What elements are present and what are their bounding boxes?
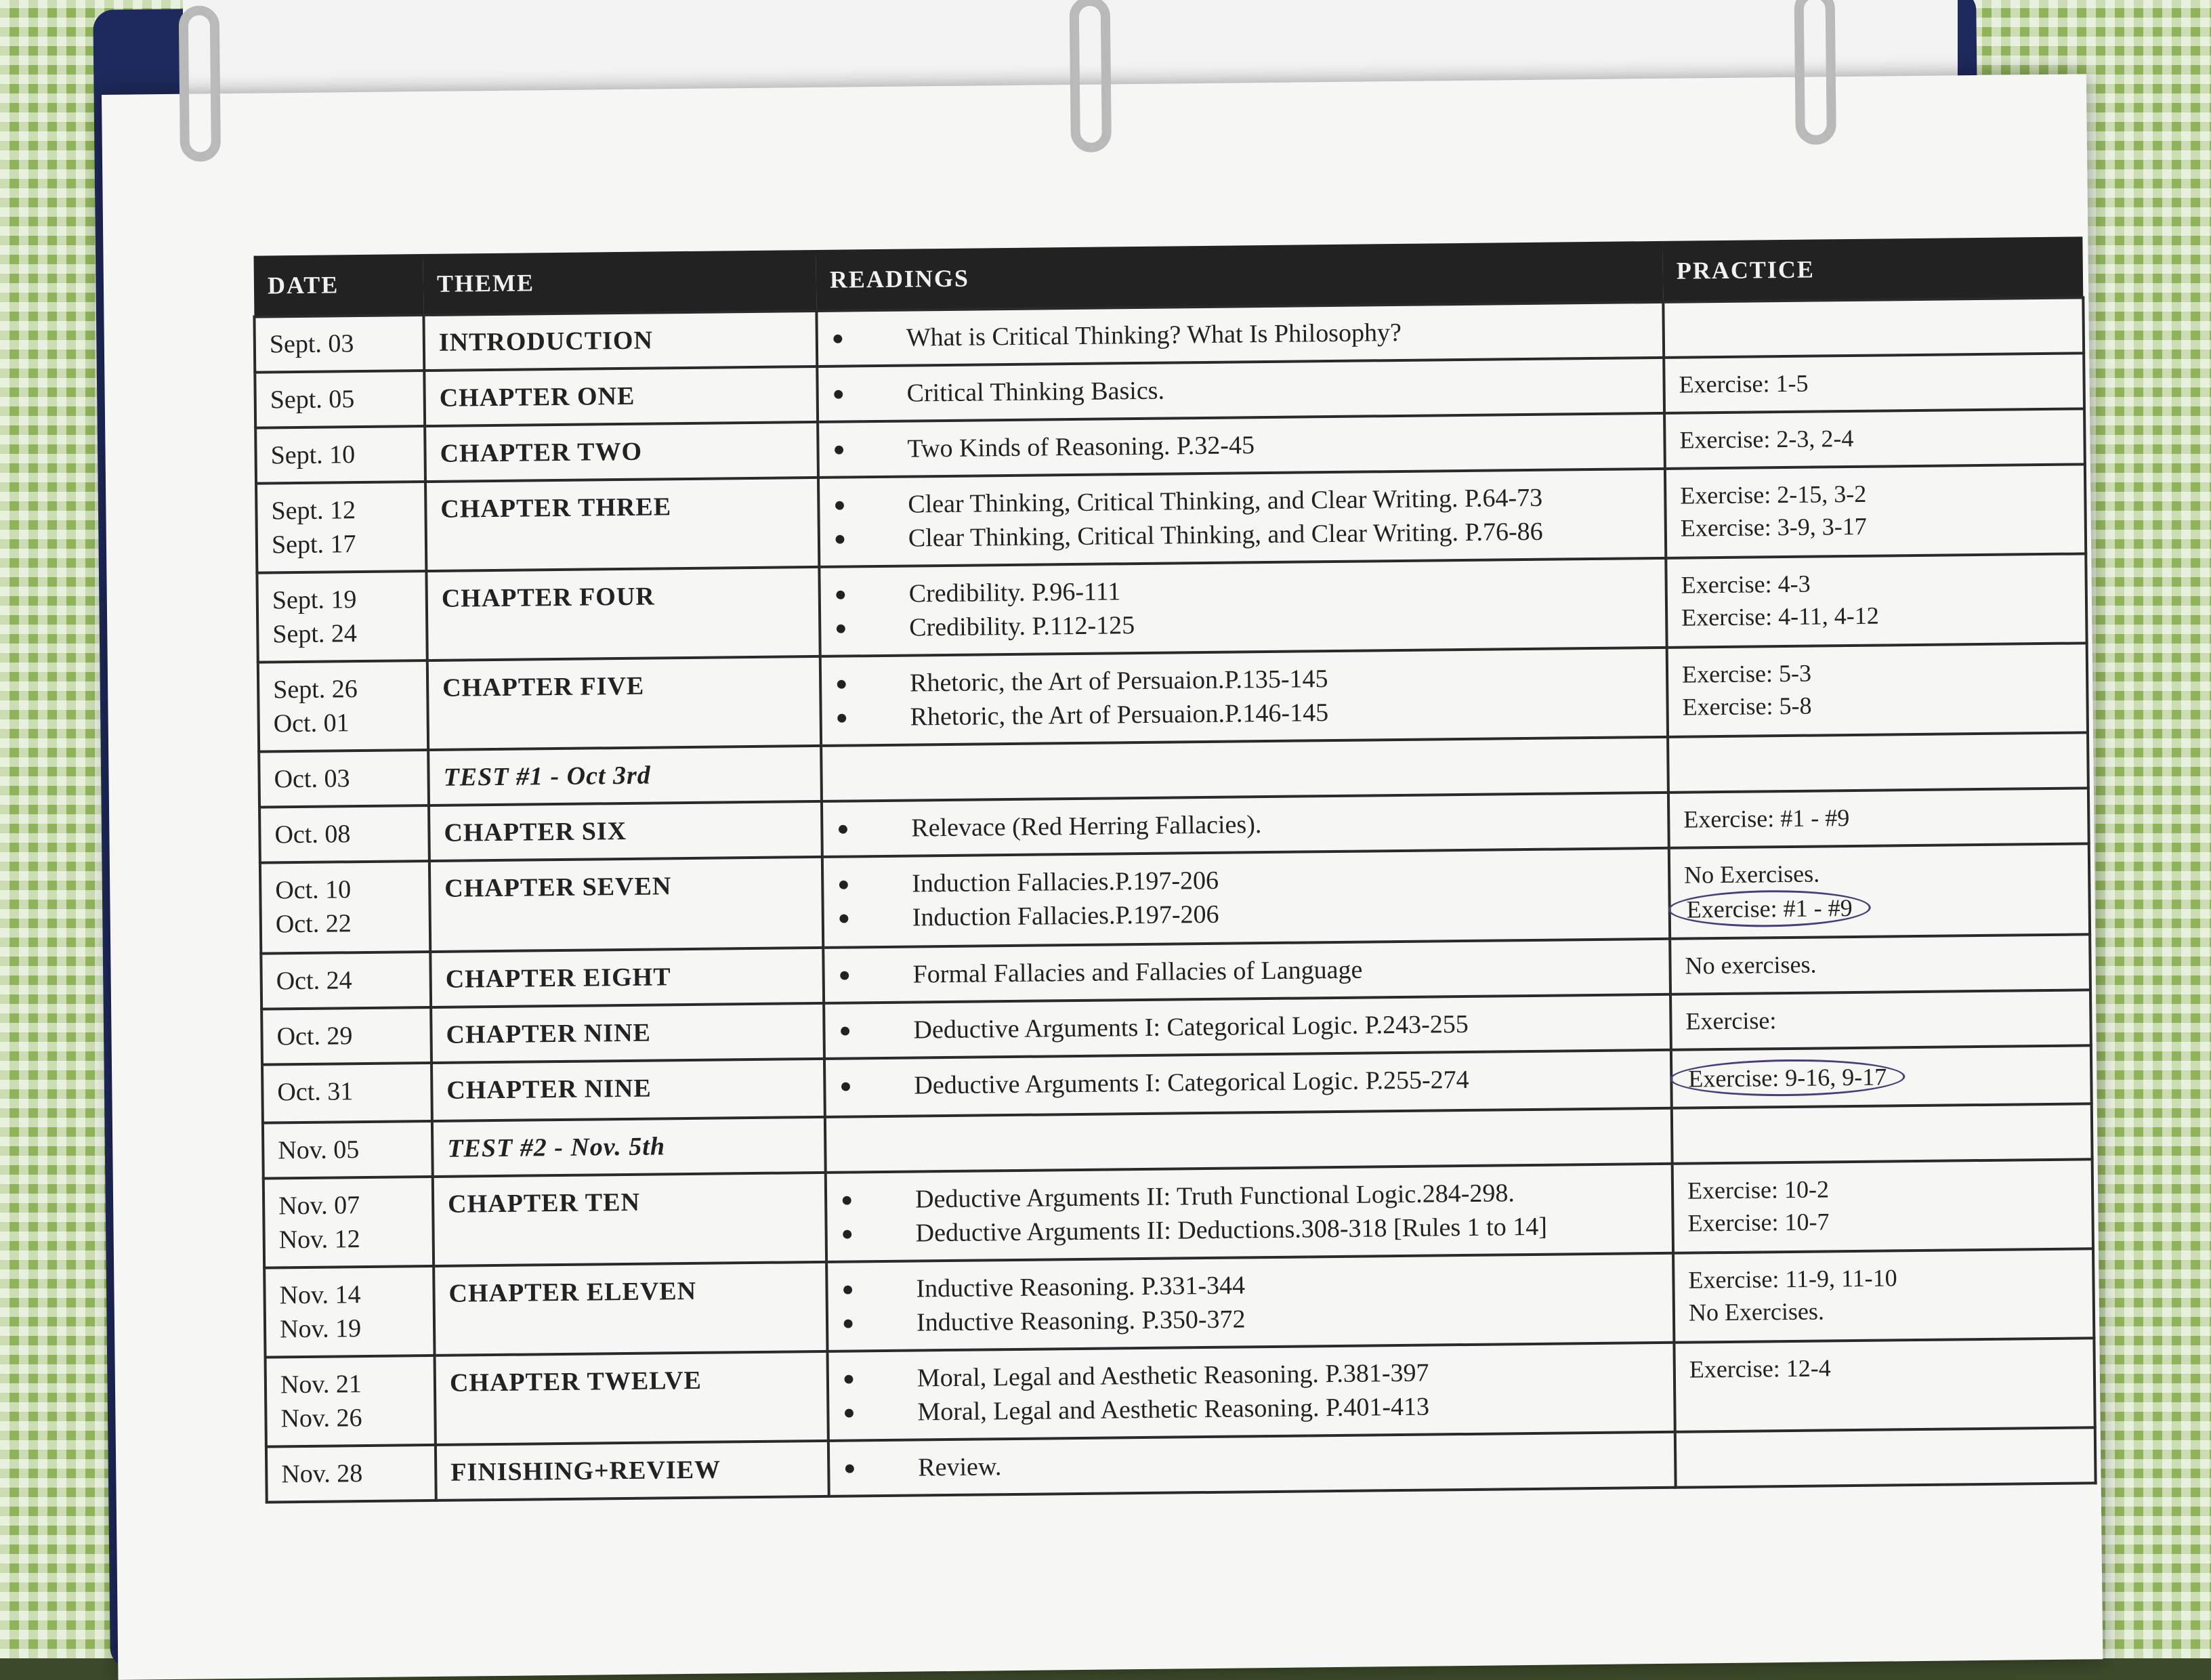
date-text: Sept. 24 <box>272 619 358 649</box>
date-cell <box>264 1177 434 1268</box>
readings-cell <box>821 737 1668 801</box>
reading-text: Formal Fallacies and Fallacies of Language <box>912 955 1363 989</box>
theme-cell: CHAPTER FIVE <box>427 656 821 750</box>
theme-cell: CHAPTER NINE <box>431 1059 825 1121</box>
bullet-icon: ● <box>839 1074 852 1097</box>
date-text: Nov. 21 <box>280 1370 362 1400</box>
readings-cell <box>820 648 1668 746</box>
date-text: Sept. 05 <box>270 385 355 415</box>
practice-text <box>1684 887 2075 928</box>
bullet-icon: ● <box>833 527 847 550</box>
practice-text <box>1682 654 2072 691</box>
bullet-icon: ● <box>840 1188 854 1211</box>
date-text: Sept. 10 <box>270 440 356 470</box>
readings-cell <box>818 469 1666 567</box>
practice-cell <box>1666 553 2086 647</box>
reading-text: Moral, Legal and Aesthetic Reasoning. P.381-397 <box>917 1358 1429 1393</box>
readings-cell <box>825 1108 1672 1173</box>
date-cell <box>261 1007 431 1065</box>
practice-cell <box>1667 643 2088 736</box>
theme-cell: CHAPTER FOUR <box>426 567 820 660</box>
date-cell <box>255 371 425 428</box>
date-cell <box>259 750 429 807</box>
bullet-icon: ● <box>843 1456 856 1479</box>
reading-text: Critical Thinking Basics. <box>906 376 1165 408</box>
readings-cell <box>824 994 1671 1059</box>
practice-cell <box>1663 297 2084 357</box>
practice-cell <box>1672 1104 2092 1163</box>
reading-text: Moral, Legal and Aesthetic Reasoning. P.401-413 <box>917 1392 1430 1427</box>
practice-text <box>1685 946 2075 982</box>
binder-ring-icon <box>1070 0 1112 152</box>
reading-item <box>832 313 1649 356</box>
practice-cell <box>1669 843 2090 938</box>
bullet-icon: ● <box>837 906 851 929</box>
reading-text: What is Critical Thinking? What Is Philosophy? <box>906 318 1402 352</box>
date-text: Oct. 10 <box>275 875 352 905</box>
bullet-icon: ● <box>834 583 847 606</box>
reading-text: Deductive Arguments II: Truth Functional Logic.284-298. <box>914 1179 1515 1214</box>
practice-cell <box>1668 788 2089 847</box>
readings-cell <box>827 1343 1675 1441</box>
bullet-icon: ● <box>837 817 849 840</box>
practice-text <box>1681 565 2071 602</box>
practice-value: Exercise: 5-8 <box>1682 692 1812 721</box>
theme-cell: CHAPTER EIGHT <box>430 948 824 1007</box>
schedule-table <box>253 236 2097 1503</box>
date-text: Oct. 01 <box>273 709 350 738</box>
reading-text: Clear Thinking, Critical Thinking, and Clear Writing. P.76-86 <box>908 517 1543 553</box>
practice-value: Exercise: 2-15, 3-2 <box>1680 480 1867 509</box>
bullet-icon: ● <box>841 1222 854 1245</box>
practice-value: Exercise: 4-11, 4-12 <box>1681 602 1879 631</box>
readings-cell <box>823 939 1670 1003</box>
date-text: Sept. 19 <box>272 585 357 615</box>
practice-value: Exercise: 4-3 <box>1681 570 1811 599</box>
practice-value: Exercise: #1 - #9 <box>1668 889 1870 928</box>
date-cell <box>264 1266 434 1358</box>
practice-value: Exercise: 9-16, 9-17 <box>1670 1058 1905 1097</box>
bullet-icon: ● <box>833 438 845 461</box>
reading-text: Clear Thinking, Critical Thinking, and Clear Writing. P.64-73 <box>908 483 1543 519</box>
theme-cell: CHAPTER TEN <box>433 1173 826 1266</box>
reading-item <box>838 950 1655 992</box>
theme-cell: CHAPTER SIX <box>429 801 822 861</box>
practice-cell <box>1670 990 2091 1049</box>
date-text: Sept. 26 <box>272 675 358 705</box>
binder-ring-icon <box>1794 0 1836 145</box>
reading-text: Inductive Reasoning. P.350-372 <box>916 1305 1246 1337</box>
date-text: Oct. 08 <box>274 820 351 849</box>
date-cell <box>258 660 428 752</box>
practice-cell <box>1675 1427 2096 1487</box>
bullet-icon: ● <box>832 382 845 405</box>
date-text: Nov. 07 <box>278 1191 360 1221</box>
binder-ring-icon <box>179 5 221 162</box>
date-cell <box>266 1445 436 1503</box>
readings-cell <box>816 302 1664 366</box>
practice-cell <box>1673 1248 2094 1342</box>
syllabus-page <box>102 74 2103 1680</box>
readings-cell <box>818 413 1665 478</box>
practice-value: Exercise: 3-9, 3-17 <box>1680 512 1867 542</box>
practice-cell <box>1670 934 2090 994</box>
date-text: Sept. 12 <box>271 496 356 526</box>
readings-cell <box>822 848 1670 948</box>
date-text: Sept. 17 <box>271 530 356 560</box>
reading-item <box>832 369 1649 411</box>
theme-cell: CHAPTER TWO <box>425 422 818 482</box>
practice-value: No Exercises. <box>1683 860 1820 889</box>
practice-text <box>1679 420 2069 457</box>
practice-value: No Exercises. <box>1688 1297 1825 1326</box>
theme-cell: CHAPTER ONE <box>424 366 818 426</box>
date-cell <box>261 952 431 1009</box>
practice-value: Exercise: 11-9, 11-10 <box>1688 1264 1897 1294</box>
date-text: Oct. 03 <box>274 764 350 794</box>
theme-cell: INTRODUCTION <box>423 311 817 371</box>
bullet-icon: ● <box>835 672 848 695</box>
practice-value: Exercise: 2-3, 2-4 <box>1679 424 1854 454</box>
reading-text: Rhetoric, the Art of Persuaion.P.135-145 <box>909 665 1328 698</box>
theme-cell: CHAPTER NINE <box>431 1003 824 1063</box>
theme-cell: CHAPTER TWELVE <box>435 1351 828 1445</box>
reading-item <box>843 1443 1660 1486</box>
bullet-icon: ● <box>833 493 846 516</box>
theme-cell: FINISHING+REVIEW <box>436 1441 829 1500</box>
practice-text <box>1689 1349 2080 1386</box>
practice-cell <box>1664 353 2084 413</box>
reading-text: Deductive Arguments I: Categorical Logic. P.243-255 <box>913 1009 1469 1045</box>
readings-cell <box>826 1253 1674 1351</box>
date-text: Nov. 12 <box>278 1225 360 1255</box>
date-text: Nov. 28 <box>281 1459 363 1489</box>
practice-cell <box>1665 464 2086 558</box>
reading-text: Credibility. P.96-111 <box>908 577 1121 608</box>
practice-text <box>1679 364 2069 401</box>
date-text: Nov. 14 <box>279 1280 361 1310</box>
theme-cell: CHAPTER ELEVEN <box>434 1262 827 1356</box>
readings-cell <box>828 1432 1676 1496</box>
theme-cell: TEST #2 - Nov. 5th <box>432 1117 826 1177</box>
date-cell <box>259 805 429 863</box>
date-text: Sept. 03 <box>269 329 354 359</box>
practice-text <box>1687 1203 2078 1240</box>
practice-value: Exercise: 1-5 <box>1679 369 1809 398</box>
practice-value: Exercise: 5-3 <box>1681 659 1812 688</box>
date-text: Oct. 22 <box>275 909 352 939</box>
practice-text <box>1681 597 2071 634</box>
practice-text <box>1682 687 2072 723</box>
bullet-icon: ● <box>835 706 848 729</box>
reading-text: Inductive Reasoning. P.331-344 <box>916 1271 1246 1303</box>
reading-item <box>833 424 1649 467</box>
practice-value: Exercise: 12-4 <box>1689 1354 1831 1383</box>
practice-cell <box>1668 732 2088 792</box>
reading-text: Induction Fallacies.P.197-206 <box>912 866 1219 898</box>
readings-cell <box>819 558 1666 656</box>
reading-text: Induction Fallacies.P.197-206 <box>912 900 1219 932</box>
date-text: Nov. 05 <box>278 1135 360 1165</box>
readings-cell <box>822 793 1669 857</box>
bullet-icon: ● <box>841 1311 855 1335</box>
reading-text: Review. <box>918 1452 1002 1482</box>
reading-item <box>839 1005 1656 1048</box>
reading-item <box>839 1061 1656 1104</box>
date-cell <box>263 1121 433 1179</box>
practice-value: Exercise: #1 - #9 <box>1683 804 1850 833</box>
date-cell <box>260 861 430 954</box>
bullet-icon: ● <box>838 963 851 986</box>
practice-value: No exercises. <box>1685 950 1817 980</box>
bullet-icon: ● <box>835 616 847 639</box>
practice-text <box>1680 476 2070 512</box>
theme-cell: TEST #1 - Oct 3rd <box>428 746 822 805</box>
date-text: Oct. 24 <box>276 966 352 996</box>
practice-text <box>1683 799 2073 836</box>
reading-item <box>837 803 1654 846</box>
bullet-icon: ● <box>843 1401 856 1424</box>
header-readings: READINGS <box>816 241 1663 311</box>
practice-text <box>1685 1001 2076 1038</box>
bullet-icon: ● <box>841 1278 854 1301</box>
theme-cell: CHAPTER SEVEN <box>429 857 823 952</box>
date-text: Oct. 29 <box>276 1022 353 1051</box>
readings-cell <box>817 358 1664 422</box>
practice-cell <box>1672 1159 2093 1253</box>
reading-text: Rhetoric, the Art of Persuaion.P.146-145 <box>910 698 1329 732</box>
reading-text: Deductive Arguments I: Categorical Logic. P.255-274 <box>914 1065 1469 1100</box>
practice-text <box>1686 1057 2077 1097</box>
reading-text: Deductive Arguments II: Deductions.308-318 [Rules 1 to 14] <box>915 1212 1548 1248</box>
date-text: Nov. 19 <box>279 1314 362 1344</box>
reading-text: Two Kinds of Reasoning. P.32-45 <box>907 431 1255 463</box>
practice-cell <box>1664 408 2085 468</box>
bullet-icon: ● <box>839 1019 851 1042</box>
practice-text <box>1688 1260 2078 1297</box>
bullet-icon: ● <box>842 1367 856 1390</box>
practice-cell <box>1671 1045 2092 1108</box>
readings-cell <box>824 1050 1672 1117</box>
date-cell <box>255 426 425 484</box>
practice-text <box>1689 1293 2079 1329</box>
header-theme: THEME <box>423 250 816 315</box>
date-cell <box>257 571 427 663</box>
theme-cell: CHAPTER THREE <box>425 478 819 571</box>
practice-value: Exercise: 10-2 <box>1687 1175 1830 1204</box>
date-text: Oct. 31 <box>277 1077 354 1107</box>
reading-text: Credibility. P.112-125 <box>909 611 1135 642</box>
date-text: Nov. 26 <box>280 1404 362 1433</box>
header-practice: PRACTICE <box>1662 236 2083 301</box>
practice-value: Exercise: 10-7 <box>1687 1208 1830 1237</box>
date-cell <box>262 1063 432 1123</box>
practice-text <box>1681 508 2071 545</box>
readings-cell <box>826 1164 1673 1262</box>
date-cell <box>266 1356 436 1447</box>
bullet-icon: ● <box>831 327 845 350</box>
date-cell <box>254 315 424 373</box>
practice-text <box>1684 855 2074 891</box>
practice-value: Exercise: <box>1685 1007 1777 1035</box>
practice-text <box>1687 1171 2078 1207</box>
reading-text: Relevace (Red Herring Fallacies). <box>911 810 1262 843</box>
practice-cell <box>1674 1338 2094 1431</box>
date-cell <box>256 482 426 573</box>
header-date: DATE <box>254 254 424 317</box>
bullet-icon: ● <box>837 873 850 896</box>
